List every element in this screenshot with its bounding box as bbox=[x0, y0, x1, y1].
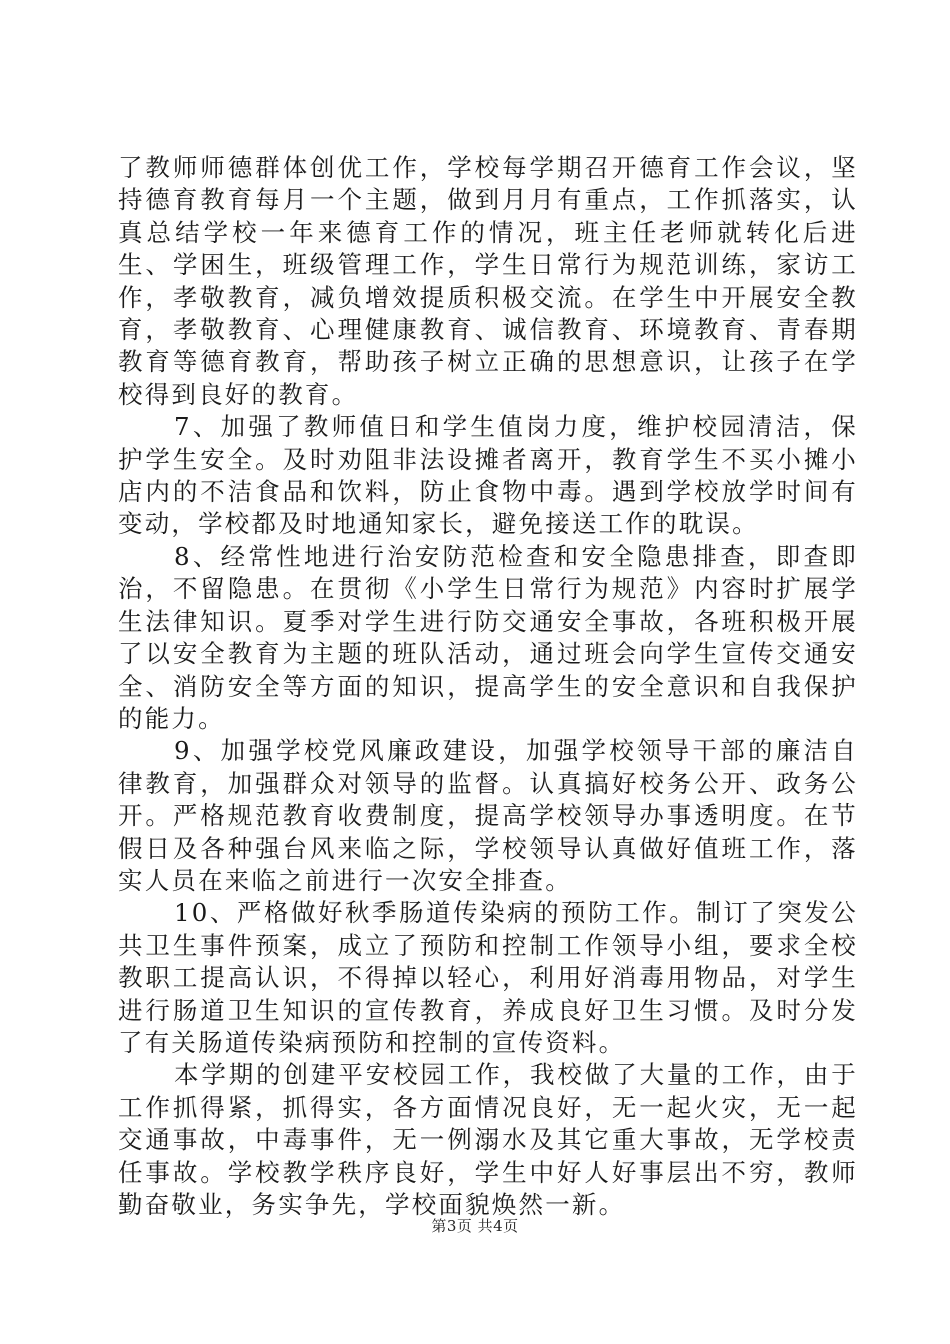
paragraph: 10、严格做好秋季肠道传染病的预防工作。制订了突发公共卫生事件预案，成立了预防和控制工作领导小组，要求全校教职工提高认识，不得掉以轻心，利用好消毒用物品，对学生进行肠道卫生知识的宣传教育，养成良好卫生习惯。及时分发了有关肠道传染病预防和控制的宣传资料。 bbox=[118, 898, 858, 1057]
paragraph: 9、加强学校党风廉政建设，加强学校领导干部的廉洁自律教育，加强群众对领导的监督。认真搞好校务公开、政务公开。严格规范教育收费制度，提高学校领导办事透明度。在节假日及各种强台风来临之际，学校领导认真做好值班工作，落实人员在来临之前进行一次安全排查。 bbox=[118, 736, 858, 895]
page-footer: 第3页 共4页 bbox=[431, 1217, 519, 1235]
paragraph: 了教师师德群体创优工作，学校每学期召开德育工作会议，坚持德育教育每月一个主题，做到月月有重点，工作抓落实，认真总结学校一年来德育工作的情况，班主任老师就转化后进生、学困生，班级管理工作，学生日常行为规范训练，家访工作，孝敬教育，减负增效提质积极交流。在学生中开展安全教育，孝敬教育、心理健康教育、诚信教育、环境教育、青春期教育等德育教育，帮助孩子树立正确的思想意识，让孩子在学校得到良好的教育。 bbox=[118, 153, 858, 409]
document-body bbox=[118, 152, 858, 1221]
paragraph: 7、加强了教师值日和学生值岗力度，维护校园清洁，保护学生安全。及时劝阻非法设摊者离开，教育学生不买小摊小店内的不洁食品和饮料，防止食物中毒。遇到学校放学时间有变动，学校都及时地通知家长，避免接送工作的耽误。 bbox=[118, 412, 858, 539]
paragraph: 本学期的创建平安校园工作，我校做了大量的工作，由于工作抓得紧，抓得实，各方面情况良好，无一起火灾，无一起交通事故，中毒事件，无一例溺水及其它重大事故，无学校责任事故。学校教学秩序良好，学生中好人好事层出不穷，教师勤奋敬业，务实争先，学校面貌焕然一新。 bbox=[118, 1060, 858, 1219]
paragraph: 8、经常性地进行治安防范检查和安全隐患排查，即查即治，不留隐患。在贯彻《小学生日常行为规范》内容时扩展学生法律知识。夏季对学生进行防交通安全事故，各班积极开展了以安全教育为主题的班队活动，通过班会向学生宣传交通安全、消防安全等方面的知识，提高学生的安全意识和自我保护的能力。 bbox=[118, 541, 858, 733]
